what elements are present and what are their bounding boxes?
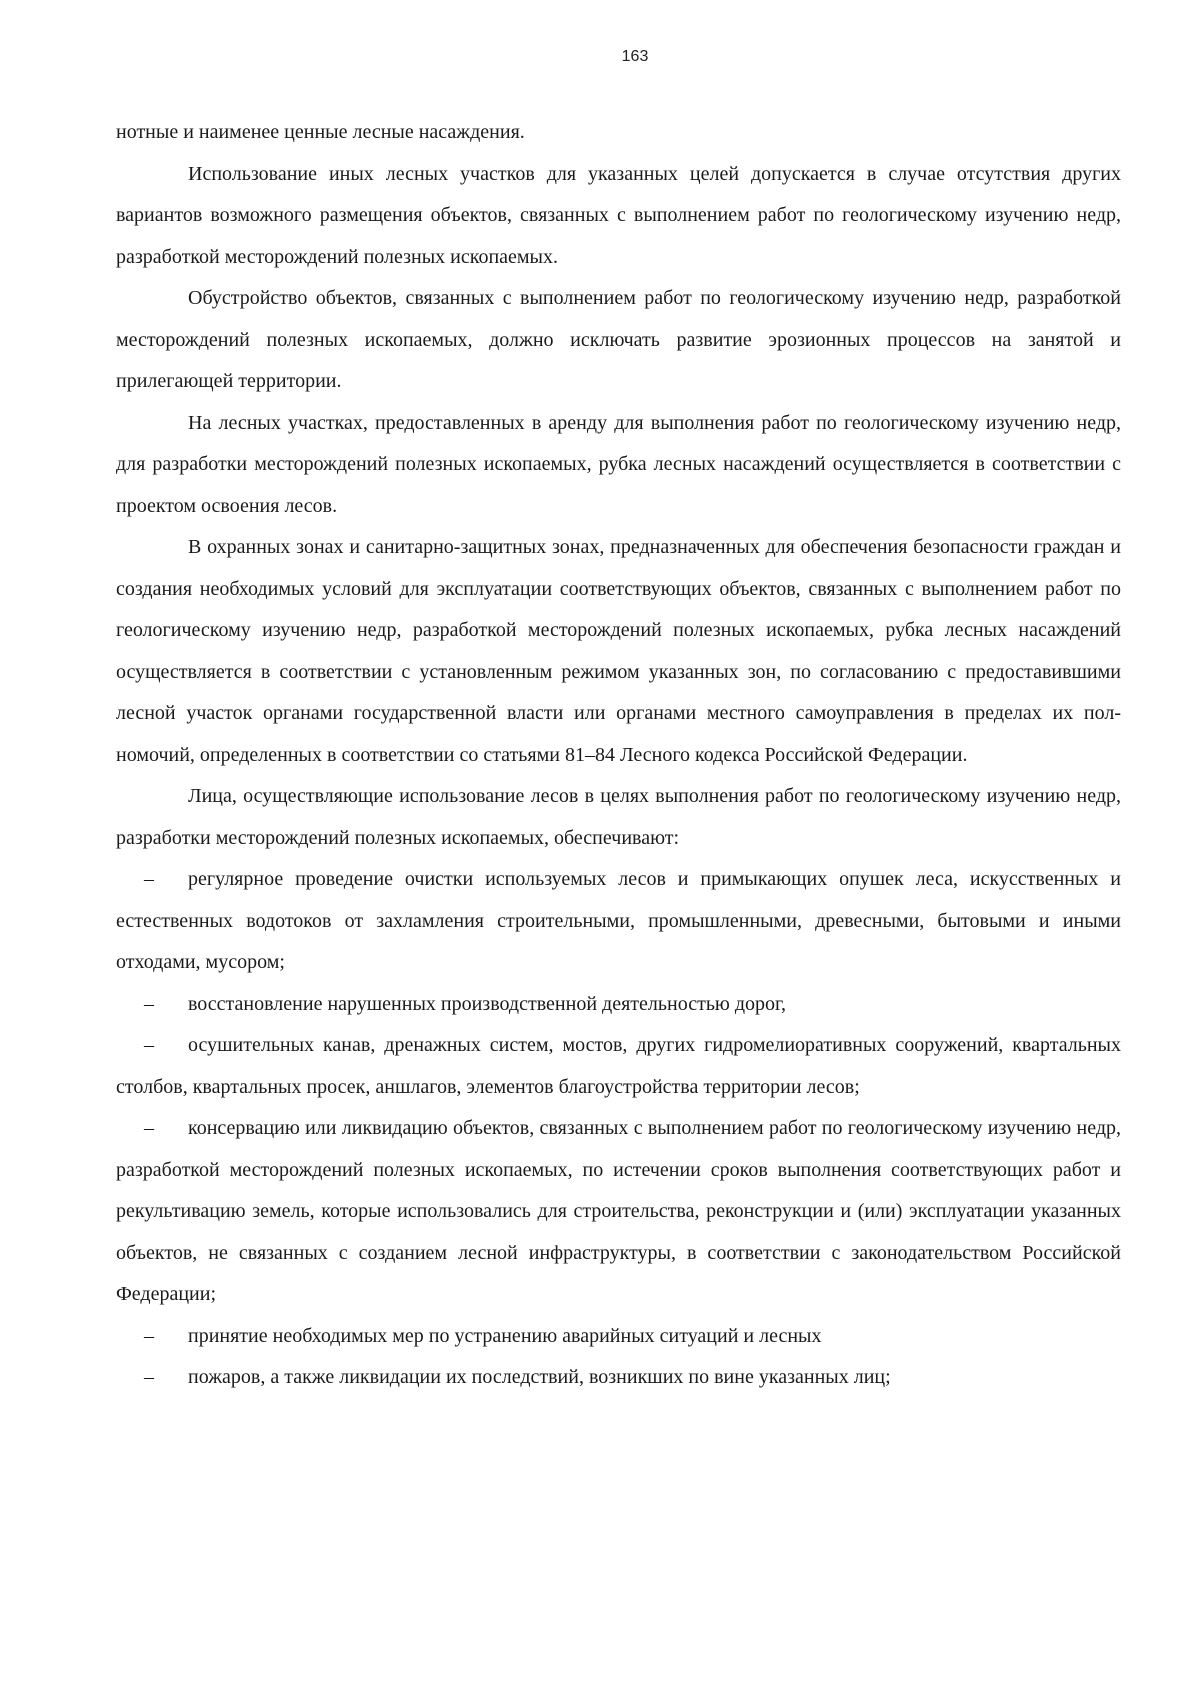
list-item xyxy=(116,1357,1121,1399)
list-item xyxy=(116,859,1121,984)
list-item xyxy=(116,1108,1121,1316)
list-item-text: пожаров, а также ликвидации их последствий, возникших по вине указанных лиц; xyxy=(188,1366,891,1388)
list-item xyxy=(116,984,1121,1026)
list-item-text: консервацию или ликвидацию объектов, связанных с выполнением работ по геологическому изучению недр, разработкой месторождений полезных ископаемых, по истечении сроков выполнения соответствующих работ и рекультивацию земель, которые использовались для строительства, реконструкции и (или) эксплуатации указанных объектов, не связанных с созданием лесной инфраструктуры, в соответствии с законодательством Российской Федерации; xyxy=(116,1117,1121,1305)
paragraph-other-plots: Использование иных лесных участков для указанных целей допускается в случае отсутствия других вариантов возможного размещения объектов, связанных с выполнением работ по геологическому изучению недр, разработкой месторождений полезных ископаемых. xyxy=(116,162,1121,268)
paragraph-continuation: нотные и наименее ценные лесные насаждения. xyxy=(116,121,525,143)
page-number: 163 xyxy=(621,48,649,65)
paragraph-protective-zones: В охранных зонах и санитарно-защитных зонах, предназначенных для обеспечения безопасности граждан и создания необходимых условий для эксплуатации соответствующих объектов, связанных с выполнением работ по геологическому изучению недр, разработкой месторождений полезных ископаемых, рубка лесных насаждений осуществляется в соответствии с установленным режимом указанных зон, по согласованию с предоставившими лесной участок органами государственной власти или органами местного самоуправления в пределах их полномочий, определенных в соответствии со статьями 81–84 Лесного кодекса Российской Федерации. xyxy=(116,536,1121,766)
list-item-text: восстановление нарушенных производственной деятельностью дорог, xyxy=(188,992,786,1015)
paragraph-lease-plots: На лесных участках, предоставленных в аренду для выполнения работ по геологическому изучению недр, для разработки месторождений полезных ископаемых, рубка лесных насаждений осуществляется в соответствии с проектом освоения лесов. xyxy=(116,411,1121,517)
list-item-text: осушительных канав, дренажных систем, мостов, других гидромелиоративных сооружений, квартальных столбов, квартальных просек, аншлагов, элементов благоустройства территории лесов; xyxy=(116,1034,1121,1098)
list-item-text: принятие необходимых мер по устранению аварийных ситуаций и лесных xyxy=(188,1324,822,1347)
list-dash: – xyxy=(144,992,154,1015)
list-dash: – xyxy=(144,1366,154,1388)
list-dash: – xyxy=(144,1034,154,1056)
list-item-text: регулярное проведение очистки используемых лесов и примыкающих опушек леса, искусственных и естественных водотоков от захламления строительными, промышленными, древесными, бытовыми и иными отходами, мусором; xyxy=(116,868,1121,973)
list-dash: – xyxy=(144,868,154,890)
paragraph-erosion: Обустройство объектов, связанных с выполнением работ по геологическому изучению недр, разработкой месторождений полезных ископаемых, должно исключать развитие эрозионных процессов на занятой и прилегающей территории. xyxy=(116,287,1121,392)
document-body xyxy=(116,112,1121,1399)
list-item xyxy=(116,1316,1121,1358)
list-dash: – xyxy=(144,1324,154,1347)
list-dash: – xyxy=(144,1117,154,1139)
paragraph-obligations-intro: Лица, осуществляющие использование лесов в целях выполнения работ по геологическому изучению недр, разработки месторождений полезных ископаемых, обеспечивают: xyxy=(116,785,1121,849)
list-item xyxy=(116,1025,1121,1108)
